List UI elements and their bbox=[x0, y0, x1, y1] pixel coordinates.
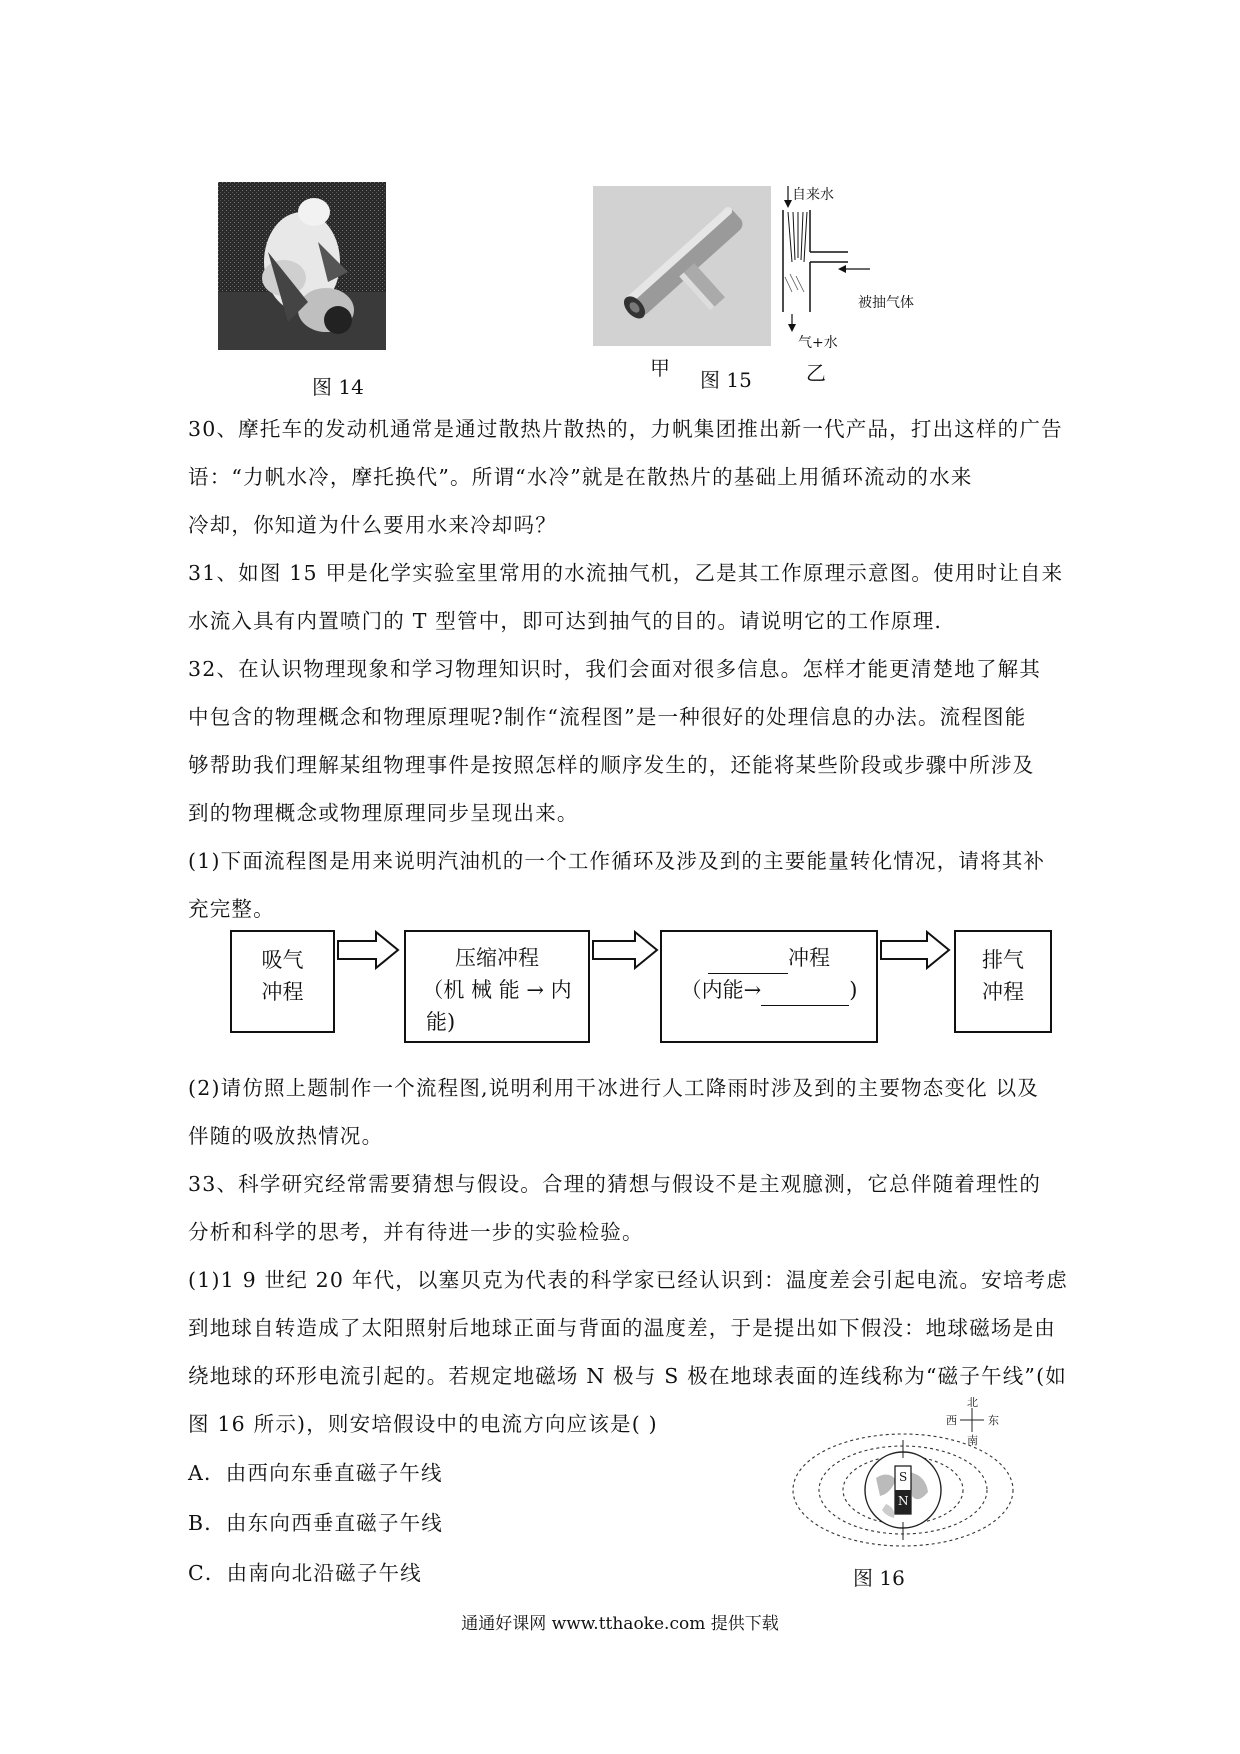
q32-line-4: 到的物理概念或物理原理同步呈现出来。 bbox=[188, 801, 579, 825]
figure-15-schematic bbox=[770, 182, 920, 351]
q33-1-line-1: (1)1 9 世纪 20 年代，以塞贝克为代表的科学家已经认识到：温度差会引起电流。安培考虑 bbox=[188, 1268, 1068, 1292]
page-footer: 通通好课网 www.tthaoke.com 提供下载 bbox=[461, 1614, 779, 1634]
flowchart-arrow-3 bbox=[879, 930, 951, 970]
flowchart-step-intake: 吸气 冲程 bbox=[230, 930, 335, 1033]
figure-14-photo bbox=[218, 182, 386, 350]
compass-south-label: 南 bbox=[967, 1434, 978, 1447]
q30-line-3: 冷却，你知道为什么要用水来冷却吗？ bbox=[188, 513, 557, 537]
flowchart-step-compression: 压缩冲程 （机 械 能 → 内 能) bbox=[404, 930, 590, 1043]
figure-14-caption: 图 14 bbox=[312, 375, 364, 399]
flowchart-step-power: 冲程 （内能→ ) bbox=[660, 930, 878, 1043]
power-stroke-blank[interactable] bbox=[708, 951, 788, 974]
figure-15-label-yi: 乙 bbox=[806, 361, 826, 385]
figure-15-photo bbox=[593, 186, 771, 346]
q33-1-line-3: 绕地球的环形电流引起的。若规定地磁场 N 极与 S 极在地球表面的连线称为“磁子午线”(如 bbox=[188, 1364, 1068, 1388]
figure-16-caption: 图 16 bbox=[853, 1566, 905, 1590]
option-a[interactable]: A．由西向东垂直磁子午线 bbox=[188, 1461, 443, 1485]
compass-west-label: 西 bbox=[946, 1414, 957, 1427]
flowchart-arrow-1 bbox=[336, 930, 400, 970]
figure-15-label-jia: 甲 bbox=[650, 356, 670, 380]
q31-line-2: 水流入具有内置喷门的 T 型管中，即可达到抽气的目的。请说明它的工作原理. bbox=[188, 609, 943, 633]
q33-line-1: 33、科学研究经常需要猜想与假设。合理的猜想与假设不是主观臆测，它总伴随着理性的 bbox=[188, 1172, 1042, 1196]
q33-1-line-2: 到地球自转造成了太阳照射后地球正面与背面的温度差，于是提出如下假没：地球磁场是由 bbox=[188, 1316, 1056, 1340]
compass-east-label: 东 bbox=[988, 1414, 999, 1427]
q30-line-1: 30、摩托车的发动机通常是通过散热片散热的，力帆集团推出新一代产品，打出这样的广告 bbox=[188, 417, 1063, 441]
option-c[interactable]: C．由南向北沿磁子午线 bbox=[188, 1561, 422, 1585]
q32-1-line-2: 充完整。 bbox=[188, 897, 275, 921]
figure-16-diagram bbox=[778, 1396, 1028, 1550]
magnet-s-label: S bbox=[899, 1470, 908, 1484]
schematic-gas-in-label: 被抽气体 bbox=[858, 295, 914, 311]
option-b[interactable]: B．由东向西垂直磁子午线 bbox=[188, 1511, 443, 1535]
compass-north-label: 北 bbox=[967, 1396, 978, 1409]
schematic-gas-water-label: 气+水 bbox=[798, 335, 838, 351]
q33-1-line-4: 图 16 所示)，则安培假设中的电流方向应该是( ) bbox=[188, 1412, 658, 1436]
q30-line-2: 语：“力帆水冷，摩托换代”。所谓“水冷”就是在散热片的基础上用循环流动的水来 bbox=[188, 465, 973, 489]
schematic-tap-water-label: 自来水 bbox=[792, 187, 834, 203]
magnet-n-label: N bbox=[898, 1494, 909, 1508]
q33-line-2: 分析和科学的思考，并有待进一步的实验检验。 bbox=[188, 1220, 644, 1244]
figure-15-caption: 图 15 bbox=[700, 368, 752, 392]
flowchart-arrow-2 bbox=[591, 930, 659, 970]
q32-line-2: 中包含的物理概念和物理原理呢?制作“流程图”是一种很好的处理信息的办法。流程图能 bbox=[188, 705, 1027, 729]
flowchart-step-exhaust: 排气 冲程 bbox=[954, 930, 1052, 1033]
q32-2-line-1: (2)请仿照上题制作一个流程图,说明利用干冰进行人工降雨时涉及到的主要物态变化 以及 bbox=[188, 1076, 1039, 1100]
energy-conversion-blank[interactable] bbox=[761, 983, 849, 1006]
q32-2-line-2: 伴随的吸放热情况。 bbox=[188, 1124, 384, 1148]
q32-1-line-1: (1)下面流程图是用来说明汽油机的一个工作循环及涉及到的主要能量转化情况，请将其补 bbox=[188, 849, 1046, 873]
q32-line-3: 够帮助我们理解某组物理事件是按照怎样的顺序发生的，还能将某些阶段或步骤中所涉及 bbox=[188, 753, 1035, 777]
q32-line-1: 32、在认识物理现象和学习物理知识时，我们会面对很多信息。怎样才能更清楚地了解其 bbox=[188, 657, 1042, 681]
q31-line-1: 31、如图 15 甲是化学实验室里常用的水流抽气机，乙是其工作原理示意图。使用时让自来 bbox=[188, 561, 1064, 585]
